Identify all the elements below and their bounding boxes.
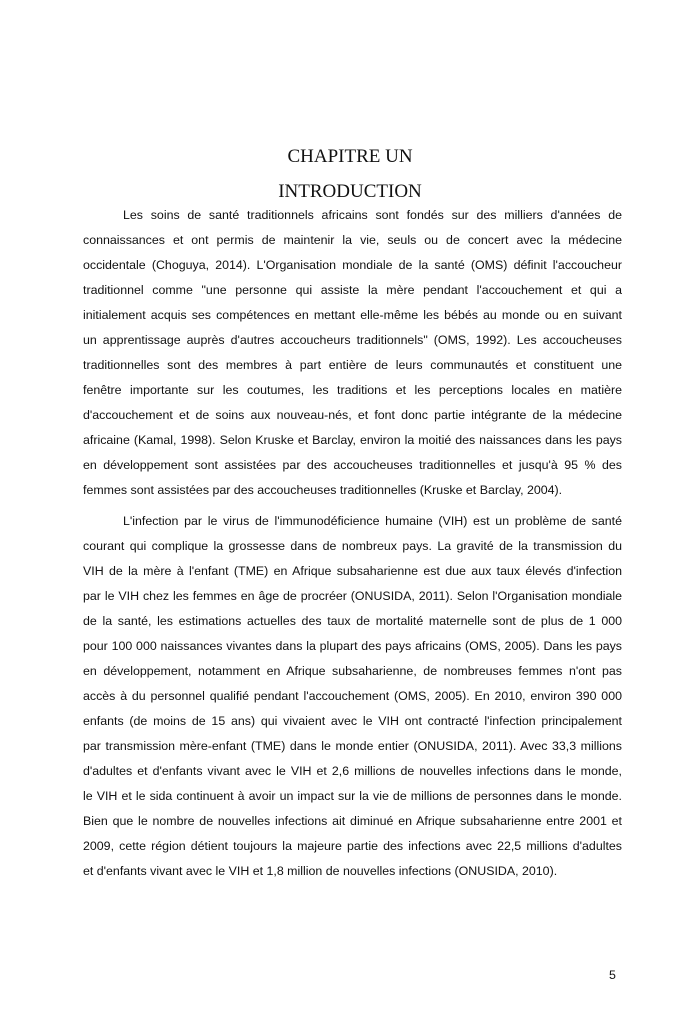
text-line: par transmission mère-enfant (TME) dans le monde entier (ONUSIDA, 2011). Avec 33,3 millions <box>83 739 622 753</box>
text-line: d'adultes et d'enfants vivant avec le VIH et 2,6 millions de nouvelles infections dans le monde, <box>83 764 622 778</box>
text-line: Bien que le nombre de nouvelles infections ait diminué en Afrique subsaharienne entre 2001 et <box>83 814 622 828</box>
text-line: VIH de la mère à l'enfant (TME) en Afrique subsaharienne est due aux taux élevés d'infection <box>83 564 622 578</box>
text-line: d'accouchement et de soins aux nouveau-nés, et font donc partie intégrante de la médecine <box>83 408 622 422</box>
text-line: connaissances et ont permis de maintenir la vie, seuls ou de concert avec la médecine <box>83 233 622 247</box>
paragraph-1 <box>83 203 622 503</box>
paragraph-2 <box>83 509 622 884</box>
text-line: africaine (Kamal, 1998). Selon Kruske et Barclay, environ la moitié des naissances dans les pays <box>83 433 622 447</box>
text-line: accès à du personnel qualifié pendant l'accouchement (OMS, 2005). En 2010, environ 390 000 <box>83 689 622 703</box>
text-line: L'infection par le virus de l'immunodéficience humaine (VIH) est un problème de santé <box>123 514 622 528</box>
text-line: fenêtre importante sur les coutumes, les traditions et les perceptions locales en matière <box>83 383 622 397</box>
text-line: en développement sont assistées par des accoucheuses traditionnelles et jusqu'à 95 % des <box>83 458 622 472</box>
text-line: enfants (de moins de 15 ans) qui vivaient avec le VIH ont contracté l'infection principalement <box>83 714 622 728</box>
text-line: 2009, cette région détient toujours la majeure partie des infections avec 22,5 millions d'adultes <box>83 839 622 853</box>
page-number: 5 <box>609 968 616 982</box>
section-title: INTRODUCTION <box>278 181 422 202</box>
text-line: Les soins de santé traditionnels africains sont fondés sur des milliers d'années de <box>123 208 622 222</box>
text-line: occidentale (Choguya, 2014). L'Organisation mondiale de la santé (OMS) définit l'accoucheur <box>83 258 622 272</box>
text-line: en développement, notamment en Afrique subsaharienne, de nombreuses femmes n'ont pas <box>83 664 622 678</box>
text-line: traditionnel comme "une personne qui assiste la mère pendant l'accouchement et qui a <box>83 283 622 297</box>
text-line: et d'enfants vivant avec le VIH et 1,8 million de nouvelles infections (ONUSIDA, 2010). <box>83 864 558 878</box>
text-line: par le VIH chez les femmes en âge de procréer (ONUSIDA, 2011). Selon l'Organisation mondiale <box>83 589 622 603</box>
text-line: courant qui complique la grossesse dans de nombreux pays. La gravité de la transmission du <box>83 539 622 553</box>
text-line: pour 100 000 naissances vivantes dans la plupart des pays africains (OMS, 2005). Dans les pays <box>83 639 622 653</box>
text-line: un apprentissage auprès d'autres accoucheurs traditionnels" (OMS, 1992). Les accoucheuses <box>83 333 622 347</box>
text-line: initialement acquis ses compétences en mettant elle-même les bébés au monde ou en suivant <box>83 308 622 322</box>
chapter-title: CHAPITRE UN <box>287 146 413 167</box>
text-line: le VIH et le sida continuent à avoir un impact sur la vie de millions de personnes dans le monde. <box>83 789 622 803</box>
text-line: de la santé, les estimations actuelles des taux de mortalité maternelle sont de plus de 1 000 <box>83 614 622 628</box>
text-line: femmes sont assistées par des accoucheuses traditionnelles (Kruske et Barclay, 2004). <box>83 483 563 497</box>
text-line: traditionnelles sont des membres à part entière de leurs communautés et constituent une <box>83 358 622 372</box>
